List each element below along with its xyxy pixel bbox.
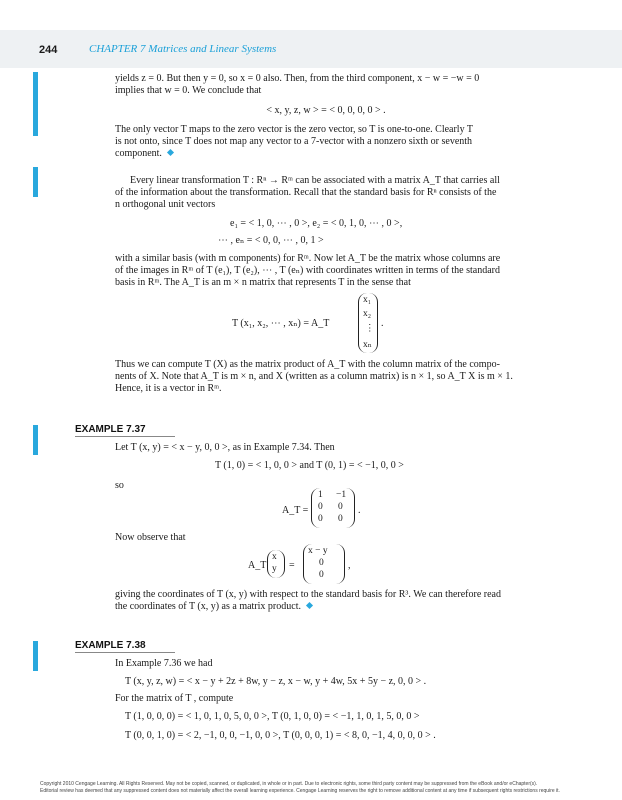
text-line: so bbox=[115, 480, 124, 491]
text-line: The only vector T maps to the zero vector is the zero vector, so T is one-to-one. Clearly T bbox=[115, 124, 474, 135]
text-line: In Example 7.36 we had bbox=[115, 658, 213, 669]
matrix-AT bbox=[311, 488, 355, 528]
equation-tail: . bbox=[381, 318, 384, 329]
text-span: the coordinates of T (x, y) as a matrix product. bbox=[115, 601, 301, 612]
copyright-line: Editorial review has deemed that any suppressed content does not materially affect the overall learning experience. Cengage Learning reserves the right to remove additional content at any time if subsequent rights restrictions require it. bbox=[40, 788, 560, 794]
text-line: giving the coordinates of T (x, y) with respect to the standard basis for R³. We can therefore read bbox=[115, 589, 501, 600]
matrix-label: A_T = bbox=[282, 505, 309, 516]
equation-lhs: T (x₁, x₂, ⋯ , xₙ) = A_T bbox=[232, 318, 330, 329]
text-line: nents of X. Note that A_T is m × n, and X (written as a column matrix) is n × 1, so A_T X is m × 1. bbox=[115, 371, 513, 382]
text-line: of the images in Rᵐ of T (e₁), T (e₂), ⋯ , T (eₙ) with coordinates written in terms of the standard bbox=[115, 265, 500, 276]
matrix-entry: x − y bbox=[308, 546, 328, 556]
text-line: with a similar basis (with m components) for Rᵐ. Now let A_T be the matrix whose columns are bbox=[115, 253, 501, 264]
text-line: Every linear transformation T : Rⁿ → Rᵐ can be associated with a matrix A_T that carries all bbox=[130, 175, 500, 186]
text-line: Hence, it is a vector in Rᵐ. bbox=[115, 383, 222, 394]
matrix-entry: y bbox=[272, 564, 277, 574]
equation: T (x, y, z, w) = < x − y + 2z + 8w, y − z, x − w, y + 4w, 5x + 5y − z, 0, 0 > . bbox=[125, 676, 427, 687]
heading-rule bbox=[75, 652, 175, 653]
end-proof-diamond-icon bbox=[167, 149, 174, 156]
matrix-entry: xₙ bbox=[363, 340, 372, 350]
equation: e₁ = < 1, 0, ⋯ , 0 >, e₂ = < 0, 1, 0, ⋯ , 0 >, bbox=[230, 218, 403, 229]
margin-bar-2 bbox=[33, 167, 38, 197]
matrix-entry: ⋮ bbox=[365, 324, 375, 334]
equals-sign: = bbox=[289, 560, 295, 571]
vector-xy bbox=[267, 550, 285, 578]
margin-bar-1 bbox=[33, 72, 38, 136]
text-line bbox=[115, 148, 537, 160]
text-line: Let T (x, y) = < x − y, 0, 0 >, as in Example 7.34. Then bbox=[115, 442, 335, 453]
text-line: yields z = 0. But then y = 0, so x = 0 also. Then, from the third component, x − w = −w = 0 bbox=[115, 73, 480, 84]
page-number: 244 bbox=[39, 44, 58, 56]
text-line: Thus we can compute T (X) as the matrix product of A_T with the column matrix of the compo- bbox=[115, 359, 500, 370]
margin-bar-3 bbox=[33, 425, 38, 455]
matrix-entry: x bbox=[272, 552, 277, 562]
margin-bar-4 bbox=[33, 641, 38, 671]
chapter-title: CHAPTER 7 Matrices and Linear Systems bbox=[89, 43, 277, 55]
text-line: n orthogonal unit vectors bbox=[115, 199, 216, 210]
text-line: is not onto, since T does not map any vector to a 7-vector with a nonzero sixth or seventh bbox=[115, 136, 473, 147]
matrix-entry: 1 bbox=[318, 490, 323, 500]
matrix-entry: 0 bbox=[318, 514, 323, 524]
matrix-entry: 0 bbox=[319, 570, 324, 580]
equation: T (0, 0, 1, 0) = < 2, −1, 0, 0, −1, 0, 0 >, T (0, 0, 0, 1) = < 8, 0, −1, 4, 0, 0, 0 > . bbox=[125, 730, 436, 741]
equation: T (1, 0) = < 1, 0, 0 > and T (0, 1) = < −1, 0, 0 > bbox=[215, 460, 404, 471]
matrix-label: A_T bbox=[248, 560, 267, 571]
equation-tail: . bbox=[358, 505, 361, 516]
matrix-entry: −1 bbox=[336, 490, 347, 500]
example-heading: EXAMPLE 7.38 bbox=[75, 640, 146, 651]
text-line: basis in Rᵐ. The A_T is an m × n matrix that represents T in the sense that bbox=[115, 277, 411, 288]
matrix-entry: x₁ bbox=[363, 295, 372, 305]
column-matrix bbox=[358, 293, 378, 353]
matrix-entry: 0 bbox=[318, 502, 323, 512]
end-proof-diamond-icon bbox=[306, 602, 313, 609]
result-vector bbox=[303, 544, 345, 584]
text-line: For the matrix of T , compute bbox=[115, 693, 234, 704]
text-line bbox=[115, 601, 537, 613]
equation-tail: , bbox=[348, 560, 351, 571]
equation: ⋯ , eₙ = < 0, 0, ⋯ , 0, 1 > bbox=[218, 235, 324, 246]
matrix-entry: 0 bbox=[319, 558, 324, 568]
example-heading: EXAMPLE 7.37 bbox=[75, 424, 146, 435]
text-span: component. bbox=[115, 148, 162, 159]
equation: T (1, 0, 0, 0) = < 1, 0, 1, 0, 5, 0, 0 >, T (0, 1, 0, 0) = < −1, 1, 0, 1, 5, 0, 0 > bbox=[125, 711, 420, 722]
matrix-entry: 0 bbox=[338, 502, 343, 512]
text-line: implies that w = 0. We conclude that bbox=[115, 85, 262, 96]
copyright-line: Copyright 2010 Cengage Learning. All Rights Reserved. May not be copied, scanned, or duplicated, in whole or in part. Due to electronic rights, some third party content may be suppressed from the eBook and/or eChapter(s). bbox=[40, 781, 538, 787]
matrix-entry: 0 bbox=[338, 514, 343, 524]
text-line: Now observe that bbox=[115, 532, 186, 543]
text-line: of the information about the transformation. Recall that the standard basis for Rⁿ consists of the bbox=[115, 187, 497, 198]
matrix-entry: x₂ bbox=[363, 309, 372, 319]
heading-rule bbox=[75, 436, 175, 437]
equation: < x, y, z, w > = < 0, 0, 0, 0 > . bbox=[266, 105, 386, 116]
